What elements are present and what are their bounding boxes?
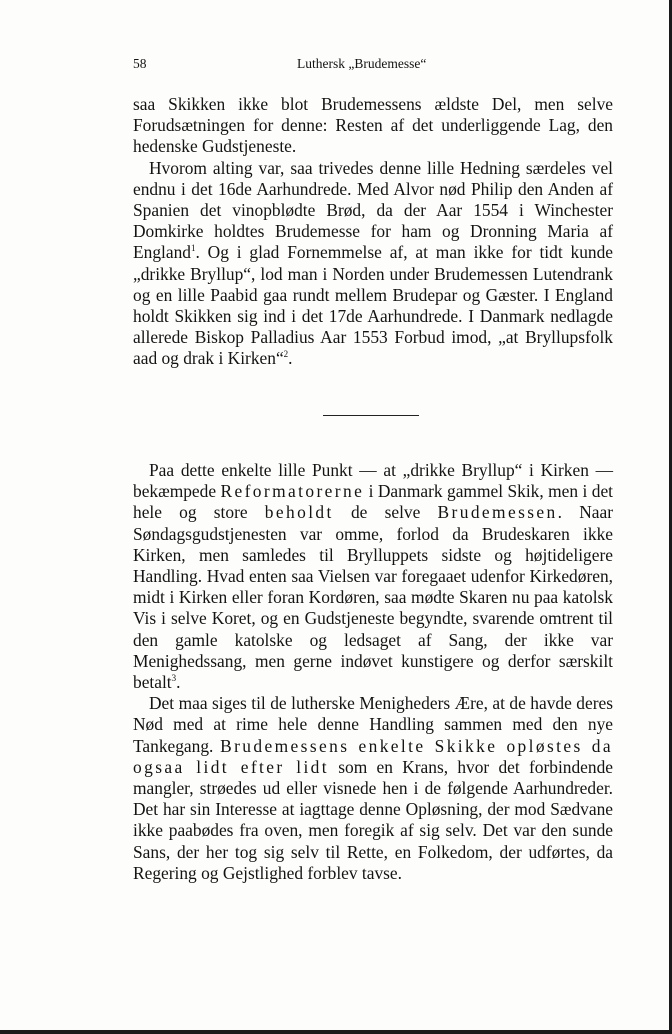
section-divider: [323, 415, 419, 416]
paragraph-text: de selve: [333, 502, 438, 523]
paragraph-text: saa Skikken ikke blot Brudemessens ældste Del, men selve Forudsætningen for denne: Resten af det underliggende Lag, den hedenske Gudstjeneste.: [133, 94, 613, 157]
paragraph-continuation: [133, 94, 613, 158]
paragraph-text: i Danmark gammel Skik, men i det hele og store: [133, 481, 613, 523]
paragraph-text: Det maa siges til de lutherske Menigheders Ære, at de havde deres Nød med at rime hele denne Handling sammen med den nye Tankegang.: [133, 693, 613, 756]
spaced-emphasis: Brudemessens enkelte Skikke opløstes da ogsaa lidt efter lidt: [133, 735, 613, 777]
spaced-emphasis: beholdt: [264, 502, 334, 523]
page-number: 58: [133, 56, 147, 71]
running-title: Luthersk „Brudemesse“: [297, 56, 427, 71]
paragraph-text: .: [288, 348, 293, 369]
paragraph-text: .: [176, 672, 181, 693]
footnote-marker-1: 1: [190, 243, 196, 254]
paragraph-text: . Naar Søndagsgudstjenesten var omme, forlod da Brudeskaren ikke Kirken, men samledes til Brylluppets sidste og højtideligere Handling. Hvad enten saa Vielsen var foregaaet udenfor Kirkedøren, midt i Kirken eller foran Kordøren, saa mødte Skaren nu paa katolsk Vis i selve Koret, og en Gudstjeneste begyndte, svarende omtrent til den gamle katolske og ledsaget af Sang, der ikke var Menighedssang, men gerne indøvet kunstigere og derfor særskilt betalt: [133, 502, 614, 693]
running-header: [133, 56, 613, 76]
paragraph-text: Paa dette enkelte lille Punkt — at „drikke Bryllup“ i Kirken — bekæmpede: [133, 460, 613, 502]
paragraph-text: som en Krans, hvor det forbindende mangler, strøedes ud eller visnede hen i de følgende Aarhundreder. Det har sin Interesse at iagttage denne Opløsning, der mod Sædvane ikke paabødes fra oven, men foregik af sig selv. Det var den sunde Sans, der her tog sig selv til Rette, en Folkedom, der udførtes, da Regering og Gejstlighed forblev tavse.: [133, 756, 613, 883]
paragraph-text: Hvorom alting var, saa trivedes denne lille Hedning særdeles vel endnu i det 16de Aarhundrede. Med Alvor nød Philip den Anden af Spanien det vinopblødte Brød, da der Aar 1554 i Winchester Domkirke holdtes Brudemesse for ham og Dronning Maria af England: [133, 157, 613, 263]
paragraph-text: . Og i glad Fornemmelse af, at man ikke for tidt kunde „drikke Bryllup“, lod man i Norden under Brudemessen Lutendrank og en lille Paabid gaa rundt mellem Brudepar og Gæster. I England holdt Skikken sig ind i det 17de Aarhundrede. I Danmark nedlagde allerede Biskop Palladius Aar 1553 Forbud imod, „at Bryllupsfolk aad og drak i Kirken“: [133, 242, 613, 369]
page-edge-bottom: [0, 1030, 672, 1034]
paragraph-philip: [133, 158, 613, 370]
section-2: [133, 460, 613, 884]
paragraph-reformers: [133, 460, 613, 693]
paragraph-dissolution: [133, 693, 613, 884]
spaced-emphasis: Reformatorerne: [220, 481, 365, 502]
footnote-marker-3: 3: [171, 673, 177, 684]
footnote-marker-2: 2: [283, 349, 289, 360]
section-1: [133, 94, 613, 370]
spaced-emphasis: Brudemessen: [437, 502, 558, 523]
